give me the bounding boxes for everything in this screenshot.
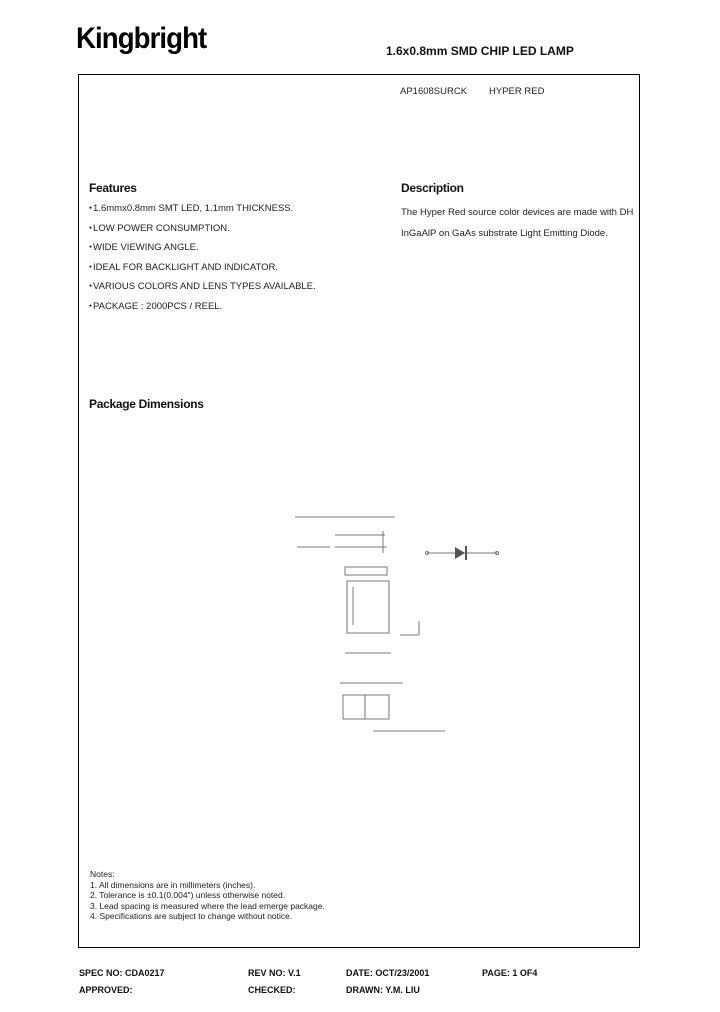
list-item: ● PACKAGE : 2000PCS / REEL. (89, 300, 316, 320)
drawn-by: DRAWN: Y.M. LIU (346, 985, 420, 995)
list-item: ● VARIOUS COLORS AND LENS TYPES AVAILABLE. (89, 280, 316, 300)
list-item: ● 1.6mmx0.8mm SMT LED, 1.1mm THICKNESS. (89, 202, 316, 222)
part-color: HYPER RED (489, 86, 545, 97)
list-item: ● IDEAL FOR BACKLIGHT AND INDICATOR. (89, 261, 316, 281)
package-body (345, 567, 387, 575)
package-dimensions-drawing (285, 495, 515, 750)
document-title: 1.6x0.8mm SMD CHIP LED LAMP (386, 44, 574, 58)
diode-symbol (455, 546, 467, 560)
package-body (343, 695, 389, 719)
description-text (401, 202, 641, 244)
description-heading: Description (401, 181, 464, 195)
kingbright-logo: Kingbright (76, 22, 207, 55)
document-date: DATE: OCT/23/2001 (346, 968, 430, 978)
description-line: The Hyper Red source color devices are made with DH (401, 207, 634, 218)
notes (90, 869, 325, 922)
approved-label: APPROVED: (79, 985, 133, 995)
list-item: ● WIDE VIEWING ANGLE. (89, 241, 316, 261)
list-item: ● LOW POWER CONSUMPTION. (89, 222, 316, 242)
description-line: InGaAlP on GaAs substrate Light Emitting Diode. (401, 228, 608, 239)
note-item: 1. All dimensions are in millimeters (inches). (90, 879, 256, 890)
checked-label: CHECKED: (248, 985, 296, 995)
features-heading: Features (89, 181, 137, 195)
note-item: 2. Tolerance is ±0.1(0.004") unless otherwise noted. (90, 890, 286, 901)
note-item: 4. Specifications are subject to change without notice. (90, 911, 293, 922)
note-item: 3. Lead spacing is measured where the lead emerge package. (90, 900, 325, 911)
part-number: AP1608SURCK (400, 86, 468, 97)
package-dimensions-heading: Package Dimensions (89, 397, 204, 411)
page-number: PAGE: 1 OF4 (482, 968, 538, 978)
features-list (89, 202, 316, 319)
spec-number: SPEC NO: CDA0217 (79, 968, 165, 978)
notes-heading: Notes: (90, 869, 115, 879)
revision-number: REV NO: V.1 (248, 968, 301, 978)
